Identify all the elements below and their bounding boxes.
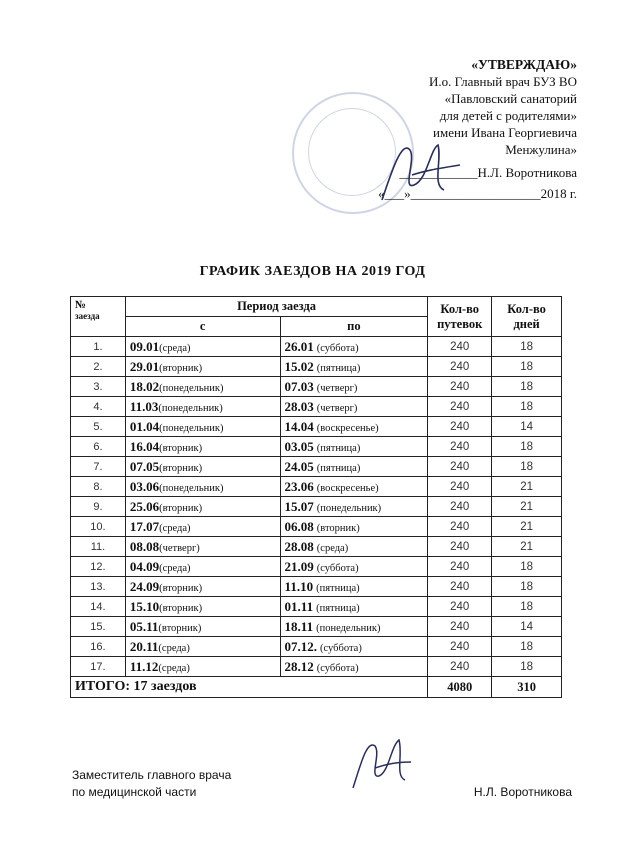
departure-date: [280, 537, 428, 557]
voucher-count: 240: [428, 457, 492, 477]
departure-weekday: (пятница): [316, 362, 361, 374]
departure-date: [280, 457, 428, 477]
arrival-date: [125, 617, 280, 637]
arrival-date-value: 15.10: [129, 598, 160, 614]
departure-date: [280, 497, 428, 517]
departure-weekday: (воскресенье): [316, 482, 379, 494]
departure-date-value: 21.09: [284, 558, 314, 574]
document-title: ГРАФИК ЗАЕЗДОВ НА 2019 ГОД: [199, 264, 426, 279]
voucher-count: 240: [428, 557, 492, 577]
departure-date-value: 18.11: [284, 618, 314, 634]
departure-weekday: (суббота): [316, 662, 359, 674]
header-number: № заезда: [71, 297, 126, 337]
departure-date: [280, 577, 428, 597]
voucher-count: 240: [428, 357, 492, 377]
voucher-count: 240: [428, 637, 492, 657]
arrival-date-value: 24.09: [129, 578, 160, 594]
arrival-date: [125, 537, 280, 557]
voucher-count: 240: [428, 417, 492, 437]
arrival-date: [125, 437, 280, 457]
departure-date-value: 06.08: [284, 518, 314, 534]
arrival-date-value: 20.11: [129, 638, 159, 654]
header-days: Кол-во дней: [492, 297, 562, 337]
voucher-count: 240: [428, 577, 492, 597]
day-count: 21: [492, 517, 562, 537]
arrival-weekday: (среда): [158, 642, 190, 654]
departure-date-value: 28.08: [284, 538, 314, 554]
row-number: 6.: [71, 437, 126, 457]
table-row: [71, 537, 562, 557]
arrival-weekday: (среда): [159, 562, 191, 574]
approval-heading: «УТВЕРЖДАЮ»: [471, 57, 577, 72]
total-vouchers: 4080: [428, 677, 492, 698]
departure-weekday: (пятница): [316, 462, 361, 474]
arrival-date: [125, 357, 280, 377]
departure-date: [280, 417, 428, 437]
departure-date-value: 15.07: [284, 498, 314, 514]
row-number: 2.: [71, 357, 126, 377]
voucher-count: 240: [428, 437, 492, 457]
row-number: 8.: [71, 477, 126, 497]
arrival-weekday: (понедельник): [159, 482, 224, 494]
voucher-count: 240: [428, 657, 492, 677]
arrival-weekday: (вторник): [159, 442, 203, 454]
arrival-date: [125, 517, 280, 537]
departure-weekday: (суббота): [316, 562, 359, 574]
row-number: 9.: [71, 497, 126, 517]
total-days: 310: [492, 677, 562, 698]
departure-date: [280, 557, 428, 577]
departure-date: [280, 437, 428, 457]
departure-date-value: 01.11: [284, 598, 314, 614]
arrival-weekday: (понедельник): [159, 382, 224, 394]
arrival-date-value: 07.05: [129, 458, 160, 474]
table-row: [71, 417, 562, 437]
approval-line: для детей с родителями»: [439, 108, 577, 123]
row-number: 7.: [71, 457, 126, 477]
row-number: 5.: [71, 417, 126, 437]
departure-weekday: (четверг): [316, 382, 358, 394]
table-row: [71, 597, 562, 617]
voucher-count: 240: [428, 477, 492, 497]
departure-weekday: (суббота): [320, 642, 362, 654]
approval-line: Менжулина»: [505, 142, 577, 157]
row-number: 1.: [71, 337, 126, 357]
arrival-date-value: 08.08: [129, 538, 160, 554]
footer-name: Н.Л. Воротникова: [473, 785, 572, 799]
day-count: 18: [492, 597, 562, 617]
departure-date-value: 15.02: [284, 358, 314, 374]
approval-signature-line: ____________Н.Л. Воротникова: [399, 165, 577, 180]
schedule-table: [70, 296, 562, 698]
departure-date: [280, 377, 428, 397]
table-row: [71, 577, 562, 597]
day-count: 18: [492, 557, 562, 577]
table-row: [71, 397, 562, 417]
arrival-date: [125, 657, 280, 677]
departure-weekday: (суббота): [316, 342, 359, 354]
departure-weekday: (пятница): [316, 602, 360, 614]
departure-date: [280, 517, 428, 537]
arrival-weekday: (вторник): [159, 362, 203, 374]
arrival-weekday: (вторник): [158, 622, 202, 634]
arrival-date-value: 18.02: [129, 378, 160, 394]
arrival-date-value: 03.06: [129, 478, 160, 494]
voucher-count: 240: [428, 337, 492, 357]
table-row: [71, 377, 562, 397]
arrival-date: [125, 497, 280, 517]
footer-signature: [72, 767, 572, 801]
departure-weekday: (пятница): [316, 582, 360, 594]
departure-date-value: 03.05: [284, 438, 314, 454]
header-period: Период заезда: [125, 297, 427, 317]
departure-date: [280, 337, 428, 357]
table-row: [71, 437, 562, 457]
departure-date: [280, 617, 428, 637]
departure-date-value: 23.06: [284, 478, 314, 494]
voucher-count: 240: [428, 517, 492, 537]
arrival-weekday: (среда): [159, 522, 191, 534]
table-row: [71, 477, 562, 497]
row-number: 14.: [71, 597, 126, 617]
row-number: 17.: [71, 657, 126, 677]
row-number: 4.: [71, 397, 126, 417]
arrival-date: [125, 337, 280, 357]
day-count: 18: [492, 637, 562, 657]
arrival-weekday: (вторник): [159, 502, 203, 514]
departure-date-value: 24.05: [284, 458, 314, 474]
day-count: 18: [492, 357, 562, 377]
voucher-count: 240: [428, 537, 492, 557]
departure-date-value: 28.03: [284, 398, 314, 414]
arrival-weekday: (среда): [159, 342, 191, 354]
approval-line: имени Ивана Георгиевича: [433, 125, 577, 140]
arrival-date-value: 11.03: [129, 398, 159, 414]
arrival-date: [125, 457, 280, 477]
voucher-count: 240: [428, 397, 492, 417]
signature-mark: [372, 130, 462, 210]
arrival-weekday: (вторник): [159, 602, 203, 614]
arrival-date-value: 01.04: [129, 418, 160, 434]
row-number: 3.: [71, 377, 126, 397]
approval-signer-name: Н.Л. Воротникова: [477, 165, 577, 180]
day-count: 18: [492, 577, 562, 597]
table-row: [71, 657, 562, 677]
arrival-date-value: 29.01: [129, 358, 160, 374]
arrival-date: [125, 577, 280, 597]
arrival-date-value: 09.01: [129, 338, 160, 354]
departure-weekday: (пятница): [316, 442, 361, 454]
total-label: ИТОГО: 17 заездов: [71, 677, 428, 698]
day-count: 14: [492, 417, 562, 437]
arrival-date: [125, 377, 280, 397]
header-from: с: [125, 317, 280, 337]
arrival-date-value: 04.09: [129, 558, 160, 574]
approval-line: «Павловский санаторий: [444, 91, 577, 106]
arrival-weekday: (четверг): [159, 542, 200, 554]
day-count: 18: [492, 337, 562, 357]
day-count: 21: [492, 497, 562, 517]
departure-date: [280, 477, 428, 497]
arrival-date-value: 25.06: [129, 498, 160, 514]
arrival-weekday: (вторник): [159, 462, 203, 474]
departure-weekday: (вторник): [316, 522, 360, 534]
voucher-count: 240: [428, 497, 492, 517]
day-count: 18: [492, 437, 562, 457]
arrival-weekday: (понедельник): [159, 422, 224, 434]
departure-date: [280, 357, 428, 377]
table-row: [71, 497, 562, 517]
total-row: [71, 677, 562, 698]
row-number: 10.: [71, 517, 126, 537]
day-count: 14: [492, 617, 562, 637]
departure-weekday: (среда): [316, 542, 349, 554]
footer-position-line1: Заместитель главного врача: [72, 768, 232, 782]
table-row: [71, 357, 562, 377]
arrival-date: [125, 397, 280, 417]
arrival-weekday: (среда): [158, 662, 190, 674]
day-count: 21: [492, 477, 562, 497]
header-vouchers: Кол-во путевок: [428, 297, 492, 337]
arrival-date: [125, 477, 280, 497]
table-row: [71, 557, 562, 577]
departure-weekday: (четверг): [316, 402, 358, 414]
departure-date-value: 28.12: [284, 658, 314, 674]
table-row: [71, 517, 562, 537]
departure-date-value: 26.01: [284, 338, 314, 354]
arrival-date-value: 05.11: [129, 618, 159, 634]
row-number: 16.: [71, 637, 126, 657]
table-row: [71, 457, 562, 477]
arrival-date-value: 17.07: [129, 518, 160, 534]
departure-date: [280, 657, 428, 677]
table-row: [71, 337, 562, 357]
day-count: 18: [492, 377, 562, 397]
departure-weekday: (понедельник): [316, 622, 381, 634]
departure-weekday: (воскресенье): [316, 422, 379, 434]
arrival-date: [125, 597, 280, 617]
departure-date-value: 14.04: [284, 418, 314, 434]
table-row: [71, 617, 562, 637]
day-count: 21: [492, 537, 562, 557]
arrival-weekday: (понедельник): [158, 402, 223, 414]
day-count: 18: [492, 457, 562, 477]
arrival-date-value: 16.04: [129, 438, 160, 454]
header-to: по: [280, 317, 428, 337]
table-row: [71, 637, 562, 657]
day-count: 18: [492, 657, 562, 677]
arrival-weekday: (вторник): [159, 582, 203, 594]
row-number: 13.: [71, 577, 126, 597]
voucher-count: 240: [428, 597, 492, 617]
approval-line: И.о. Главный врач БУЗ ВО: [428, 74, 577, 89]
departure-weekday: (понедельник): [316, 502, 382, 514]
departure-date: [280, 597, 428, 617]
departure-date-value: 11.10: [284, 578, 314, 594]
day-count: 18: [492, 397, 562, 417]
voucher-count: 240: [428, 617, 492, 637]
row-number: 12.: [71, 557, 126, 577]
arrival-date: [125, 637, 280, 657]
departure-date: [280, 397, 428, 417]
departure-date-value: 07.12.: [284, 638, 318, 654]
row-number: 15.: [71, 617, 126, 637]
approval-date: «___»____________________2018 г.: [378, 186, 577, 201]
arrival-date: [125, 417, 280, 437]
footer-position-line2: по медицинской части: [72, 785, 197, 799]
voucher-count: 240: [428, 377, 492, 397]
departure-date-value: 07.03: [284, 378, 314, 394]
departure-date: [280, 637, 428, 657]
row-number: 11.: [71, 537, 126, 557]
table-header-row: [71, 297, 562, 317]
arrival-date-value: 11.12: [129, 658, 159, 674]
arrival-date: [125, 557, 280, 577]
